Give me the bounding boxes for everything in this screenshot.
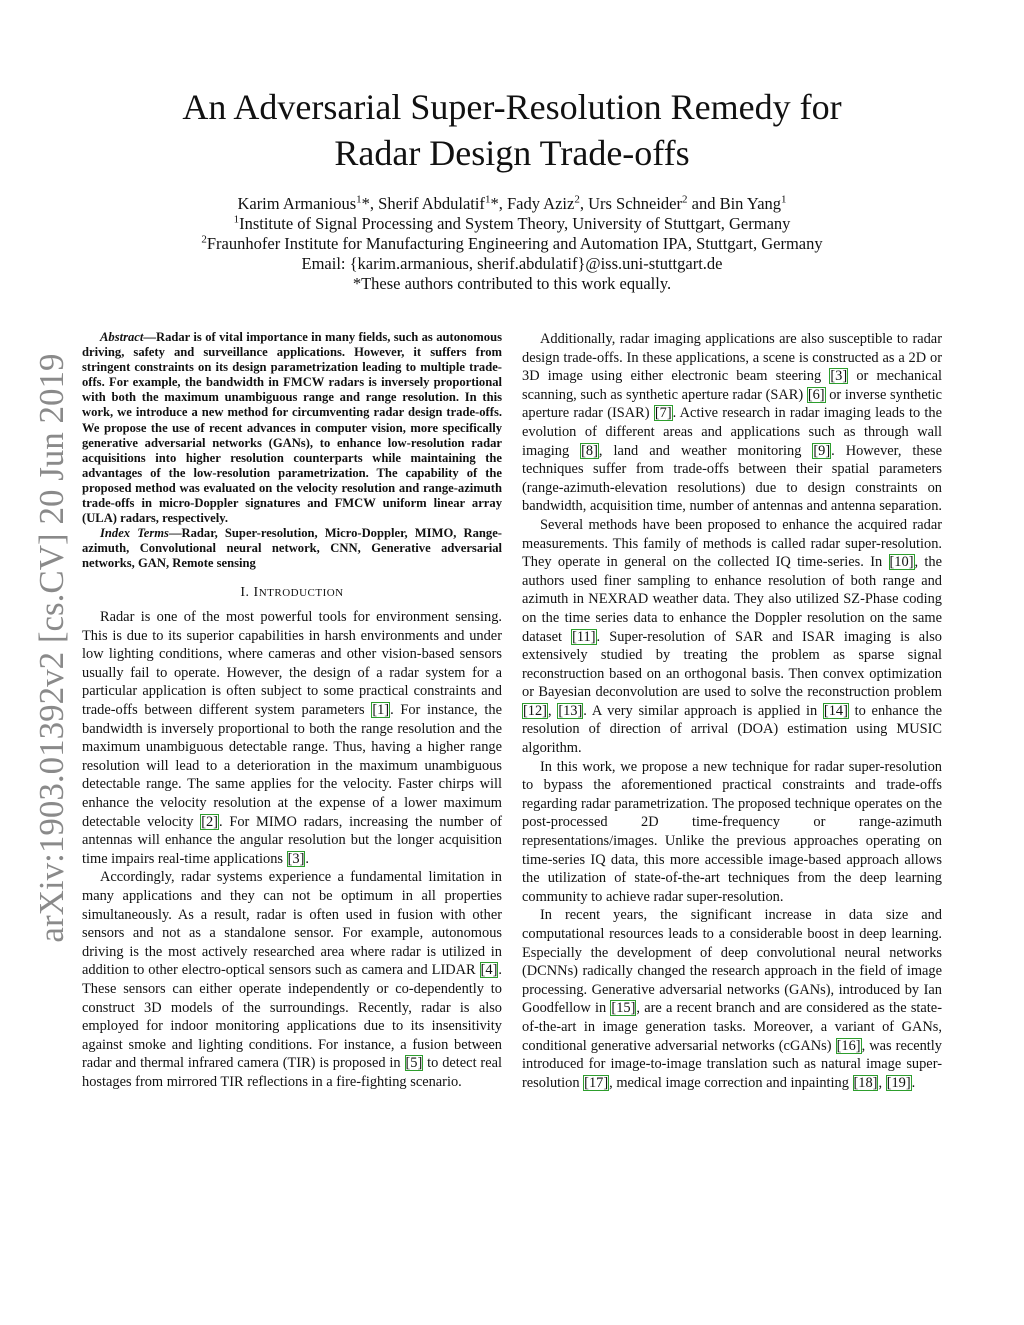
citation-link[interactable]: [3] xyxy=(830,368,848,385)
author-name: Karim Armanious xyxy=(237,194,357,213)
citation-link[interactable]: [4] xyxy=(480,962,498,979)
citation-link[interactable]: [7] xyxy=(654,405,672,422)
author-email: Email: {karim.armanious, sherif.abdulatif}@iss.uni-stuttgart.de xyxy=(301,254,723,273)
paragraph: Several methods have been proposed to enhance the acquired radar measurements. This family of methods is called radar super-resolution. They operate in general on the collected IQ time-series. In [10], the authors used finer sampling to enhance resolution of both range and azimuth in NEXRAD weather data. They also utilized SZ-Phase coding on the time series data to enhance the Doppler resolution on the same dataset [11]. Super-resolution of SAR and ISAR imaging is also extensively studied by treating the problem as sparse signal reconstruction based on an orthogonal basis. Then convex optimization or Bayesian deconvolution are used to solve the reconstruction problem [12], [13]. A very similar approach is applied in [14] to enhance the resolution of direction of arrival (DOA) estimation using MUSIC algorithm. xyxy=(522,516,943,757)
author-affil-mark: 2 xyxy=(574,193,580,206)
citation-link[interactable]: [13] xyxy=(558,702,583,719)
author-affil-mark: 1 xyxy=(781,193,787,206)
author-list: Karim Armanious$^1$*, Sherif Abdulatif$^1$*, Fady Aziz$^2$, Urs Schneider$^2$ and Bin Yang$^1$ xyxy=(237,193,787,213)
citation-link[interactable]: [14] xyxy=(823,702,848,719)
citation-link[interactable]: [18] xyxy=(853,1074,878,1091)
affiliation-1: $^1$Institute of Signal Processing and System Theory, University of Stuttgart, Germany xyxy=(233,213,791,233)
author-affil-mark: 1 xyxy=(356,193,362,206)
paragraph: Accordingly, radar systems experience a fundamental limitation in many applications and they can not be optimum in all properties simultaneously. As a result, radar is often used in fusion with other sensors and not as a standalone sensor. For example, autonomous driving is the most actively researched area where radar is utilized in addition to other electro-optical sensors such as camera and LIDAR [4]. These sensors can either operate independently or co-dependently to construct 3D models of the surroundings. Recently, radar is also employed for indoor monitoring applications due to its insensitivity against smoke and lighting conditions. For instance, a fusion between radar and thermal infrared camera (TIR) is proposed in [5] to detect real hostages from mirrored TIR reflections in a fire-fighting scenario. xyxy=(82,869,502,1090)
citation-link[interactable]: [2] xyxy=(201,813,218,830)
author-affil-mark: 1 xyxy=(484,193,491,206)
paragraph: In recent years, the significant increase in data size and computational resources leads to a considerable boost in deep learning. Especially the development of deep convolutional neural networks (DCNNs) radically changed the research approach in the field of image processing. Generative adversarial networks (GANs), introduced by Ian Goodfellow in [15], are a recent branch and are considered as the state-of-the-art in image generation tasks. Moreover, a variant of GANs, conditional generative adversarial networks (cGANs) [16], was recently introduced for image-to-image translation such as natural image super-resolution [17], medical image correction and inpainting [18], [19]. xyxy=(522,907,942,1091)
section-heading-introduction: I. INTRODUCTION xyxy=(240,584,344,600)
author-name: Bin Yang xyxy=(719,194,782,213)
citation-link[interactable]: [9] xyxy=(813,442,831,459)
citation-link[interactable]: [19] xyxy=(886,1074,911,1091)
affiliation-2: $^2$Fraunhofer Institute for Manufacturing Engineering and Automation IPA, Stuttgart, Germany xyxy=(201,233,823,253)
citation-link[interactable]: [5] xyxy=(405,1055,423,1072)
index-terms-text: —Radar, Super-resolution, Micro-Doppler, MIMO, Range-azimuth, Convolutional neural network, CNN, Generative adversarial networks, GAN, Remote sensing xyxy=(82,526,502,571)
citation-link[interactable]: [8] xyxy=(581,442,598,459)
author-name: Sherif Abdulatif xyxy=(378,194,485,213)
abstract-label: Abstract xyxy=(100,330,144,344)
paragraph: In this work, we propose a new technique for radar super-resolution to bypass the aforementioned practical constraints and trade-offs regarding radar parametrization. The proposed technique operates on the post-processed 2D time-frequency or range-azimuth representations/images. Unlike the previous approaches operating on time-series IQ data, this more accessible image-based approach allows the utilization of state-of-the-art techniques from the deep learning community to achieve radar super-resolution. xyxy=(522,758,942,905)
citation-link[interactable]: [1] xyxy=(372,702,390,719)
index-terms xyxy=(82,526,502,571)
paper-title xyxy=(0,84,1024,176)
abstract-text: —Radar is of vital importance in many fields, such as autonomous driving, safety and surveillance applications. However, it suffers from stringent constraints on its design parametrization leading to multiple trade-offs. For example, the bandwidth in FMCW radars is inversely proportional with both the maximum unambiguous range and range resolution. In this work, we introduce a new method for circumventing radar design trade-offs. We propose the use of recent advances in computer vision, more specifically generative adversarial networks (GANs), to enhance low-resolution radar acquisitions into higher resolution counterparts while maintaining the advantages of the low-resolution parametrization. The capability of the proposed method was evaluated on the velocity resolution and range-azimuth trade-offs in micro-Doppler signatures and FMCW uniform linear array (ULA) radars, respectively. xyxy=(82,330,502,526)
paper-title-line2: Radar Design Trade-offs xyxy=(334,133,690,173)
equal-contribution-note: *These authors contributed to this work equally. xyxy=(352,274,672,293)
paragraph: Additionally, radar imaging applications are also susceptible to radar design trade-offs. In these applications, a scene is constructed as a 2D or 3D image using either electronic beam steering [3] or mechanical scanning, such as synthetic aperture radar (SAR) [6] or inverse synthetic aperture radar (ISAR) [7]. Active research in radar imaging leads to the evolution of different areas and applications such as through wall imaging [8], land and weather monitoring [9]. However, these techniques suffer from trade-offs between their spatial parameters (range-azimuth-elevation resolutions) due to design constraints on bandwidth, acquisition time, number of antennas and antenna separation. xyxy=(522,331,943,515)
left-column xyxy=(82,330,502,1092)
arxiv-stamp-text: arXiv:1903.01392v2 [cs.CV] 20 Jun 2019 xyxy=(32,353,71,943)
citation-link[interactable]: [16] xyxy=(836,1037,861,1054)
author-block xyxy=(0,194,1024,294)
citation-link[interactable]: [11] xyxy=(572,628,596,645)
author-name: Urs Schneider xyxy=(588,194,682,213)
citation-link[interactable]: [12] xyxy=(523,702,547,719)
citation-link[interactable]: [10] xyxy=(889,554,914,571)
paragraph: Radar is one of the most powerful tools for environment sensing. This is due to its superior capabilities in harsh environments and under low lighting conditions, where cameras and other vision-based sensors usually fail to operate. However, the design of a radar system for a particular application is often subject to some practical constraints and trade-offs between different system parameters [1]. For instance, the bandwidth is inversely proportional to both the range resolution and the maximum unambiguous detectable range. Thus, having a higher range resolution will lead to a deterioration in the maximum unambiguous detectable range. The same applies for the velocity. Faster chirps will enhance the velocity resolution at the expense of a lower maximum detectable velocity [2]. For MIMO radars, increasing the number of antennas will enhance the angular resolution but the longer acquisition time impairs real-time applications [3]. xyxy=(82,609,503,867)
citation-link[interactable]: [17] xyxy=(584,1074,609,1091)
citation-link[interactable]: [3] xyxy=(287,850,305,867)
citation-link[interactable]: [6] xyxy=(807,386,825,403)
author-name: Fady Aziz xyxy=(506,194,575,213)
author-affil-mark: 2 xyxy=(682,193,688,206)
abstract xyxy=(82,330,502,526)
citation-link[interactable]: [15] xyxy=(611,1000,636,1017)
paper-title-line1: An Adversarial Super-Resolution Remedy for xyxy=(182,87,842,127)
right-column xyxy=(522,330,942,1092)
index-terms-label: Index Terms xyxy=(100,526,169,541)
